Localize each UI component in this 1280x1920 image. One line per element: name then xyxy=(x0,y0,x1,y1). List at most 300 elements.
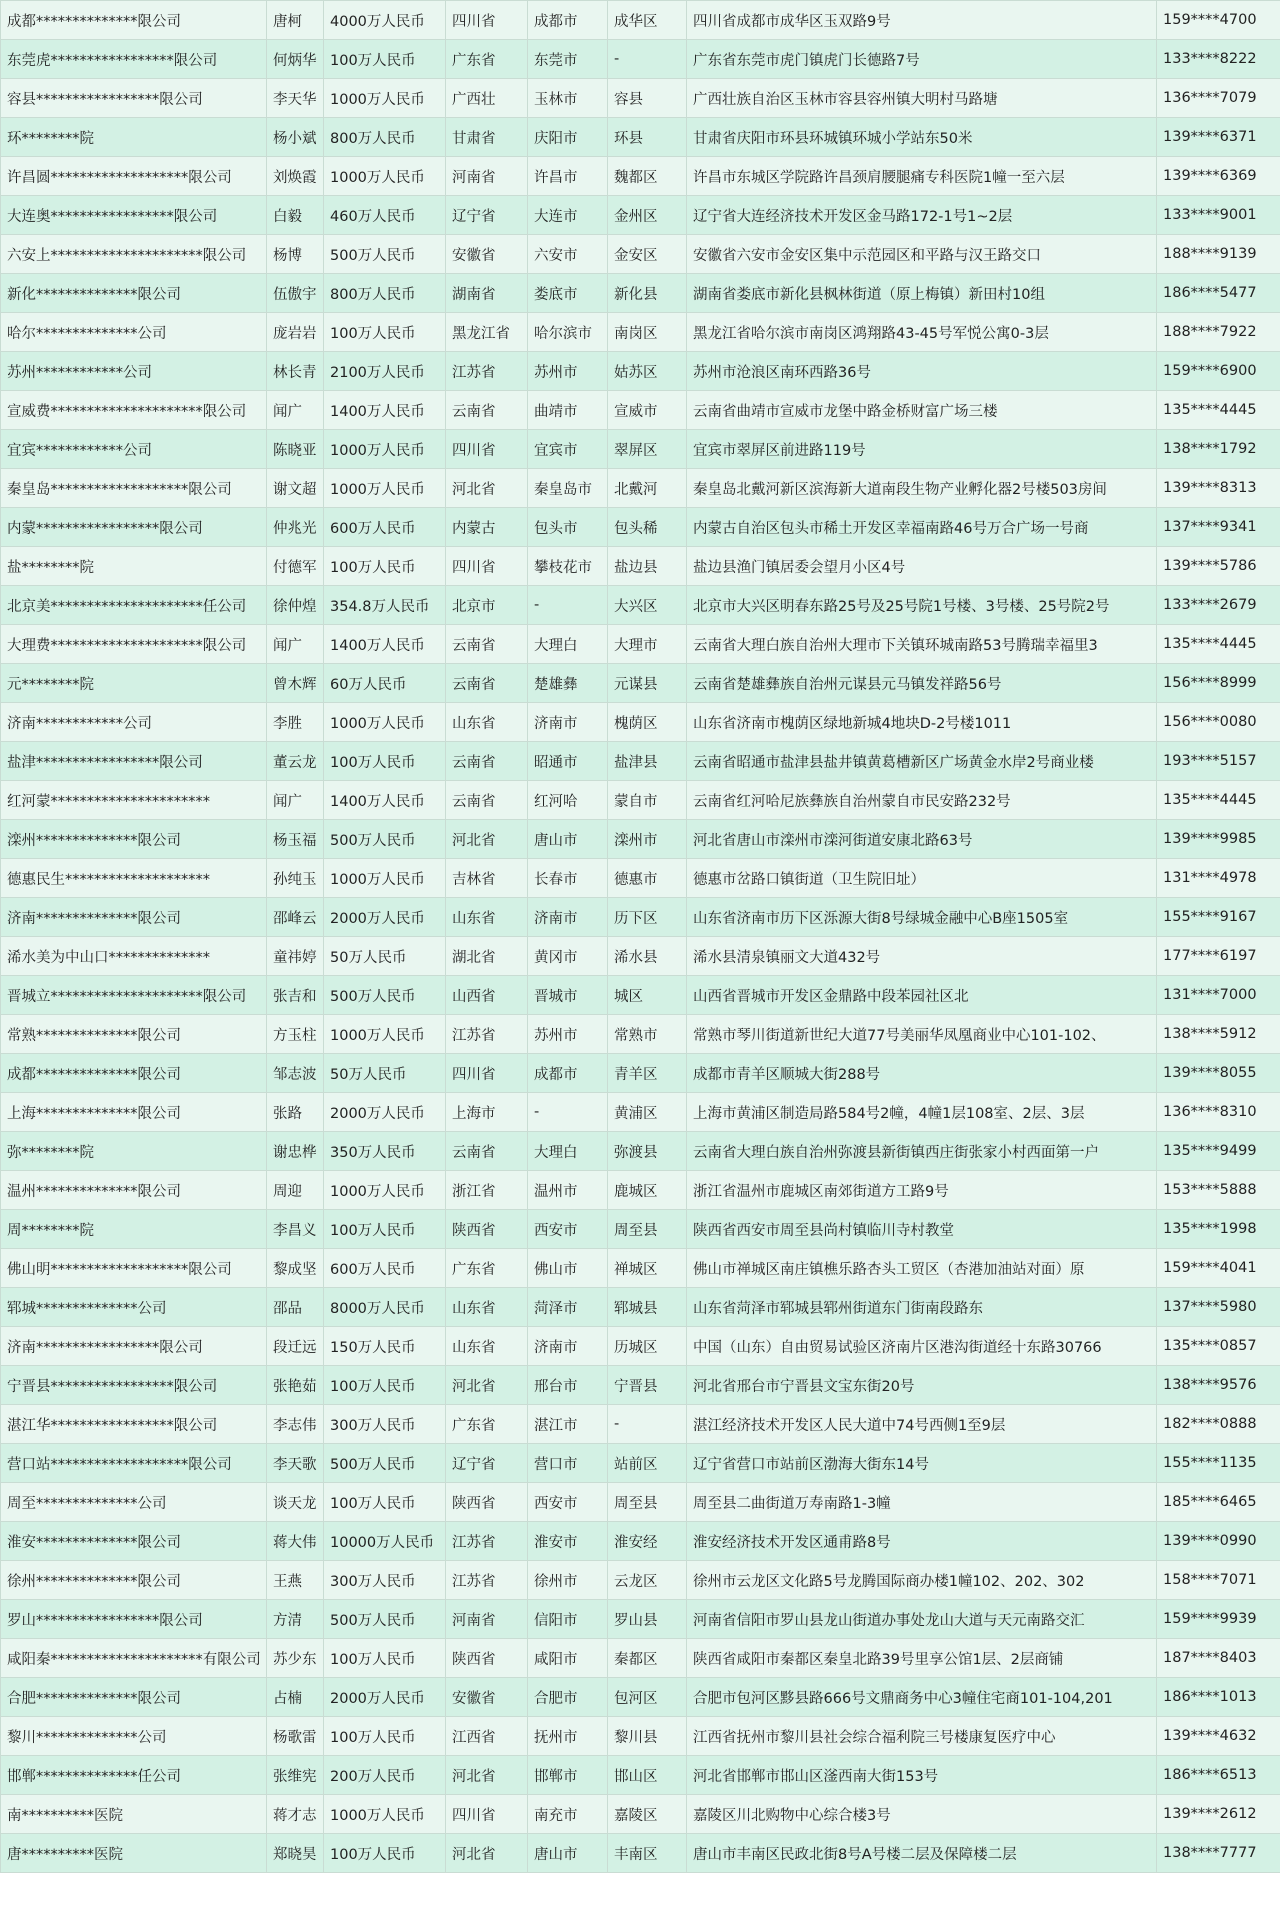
registered-capital-cell: 600万人民币 xyxy=(324,1249,446,1288)
phone-cell: 156****8999 xyxy=(1157,664,1280,703)
province-cell: 广东省 xyxy=(446,1405,528,1444)
company-cell: 合肥**************限公司 xyxy=(1,1678,267,1717)
company-cell: 南**********医院 xyxy=(1,1795,267,1834)
registered-capital-cell: 1000万人民币 xyxy=(324,1795,446,1834)
province-cell: 河南省 xyxy=(446,1600,528,1639)
legal-person-cell: 张维宪 xyxy=(267,1756,324,1795)
company-cell: 常熟**************限公司 xyxy=(1,1015,267,1054)
district-cell: 周至县 xyxy=(608,1483,687,1522)
address-cell: 淮安经济技术开发区通甫路8号 xyxy=(687,1522,1157,1561)
city-cell: 唐山市 xyxy=(528,820,608,859)
district-cell: 环县 xyxy=(608,118,687,157)
city-cell: 曲靖市 xyxy=(528,391,608,430)
city-cell: 南充市 xyxy=(528,1795,608,1834)
phone-cell: 158****7071 xyxy=(1157,1561,1280,1600)
table-row xyxy=(1,1093,1280,1132)
city-cell: 秦皇岛市 xyxy=(528,469,608,508)
legal-person-cell: 邵品 xyxy=(267,1288,324,1327)
city-cell: 大连市 xyxy=(528,196,608,235)
company-cell: 大理费*********************限公司 xyxy=(1,625,267,664)
address-cell: 广东省东莞市虎门镇虎门长德路7号 xyxy=(687,40,1157,79)
province-cell: 山东省 xyxy=(446,1327,528,1366)
legal-person-cell: 陈晓亚 xyxy=(267,430,324,469)
district-cell: 成华区 xyxy=(608,1,687,40)
company-cell: 北京美*********************任公司 xyxy=(1,586,267,625)
phone-cell: 187****8403 xyxy=(1157,1639,1280,1678)
address-cell: 河北省邢台市宁晋县文宝东街20号 xyxy=(687,1366,1157,1405)
company-cell: 营口站*******************限公司 xyxy=(1,1444,267,1483)
table-row xyxy=(1,430,1280,469)
registered-capital-cell: 100万人民币 xyxy=(324,40,446,79)
city-cell: 菏泽市 xyxy=(528,1288,608,1327)
province-cell: 安徽省 xyxy=(446,1678,528,1717)
table-row xyxy=(1,352,1280,391)
province-cell: 江苏省 xyxy=(446,1015,528,1054)
registered-capital-cell: 1000万人民币 xyxy=(324,1015,446,1054)
phone-cell: 133****9001 xyxy=(1157,196,1280,235)
address-cell: 辽宁省大连经济技术开发区金马路172-1号1~2层 xyxy=(687,196,1157,235)
province-cell: 云南省 xyxy=(446,742,528,781)
company-cell: 新化**************限公司 xyxy=(1,274,267,313)
city-cell: 许昌市 xyxy=(528,157,608,196)
district-cell: 盐津县 xyxy=(608,742,687,781)
district-cell: 大理市 xyxy=(608,625,687,664)
registered-capital-cell: 200万人民币 xyxy=(324,1756,446,1795)
province-cell: 云南省 xyxy=(446,781,528,820)
district-cell: 淮安经 xyxy=(608,1522,687,1561)
company-cell: 邯郸**************任公司 xyxy=(1,1756,267,1795)
company-cell: 济南**************限公司 xyxy=(1,898,267,937)
phone-cell: 186****6513 xyxy=(1157,1756,1280,1795)
legal-person-cell: 邵峰云 xyxy=(267,898,324,937)
table-row xyxy=(1,1678,1280,1717)
province-cell: 山东省 xyxy=(446,703,528,742)
table-row xyxy=(1,1639,1280,1678)
district-cell: 滦州市 xyxy=(608,820,687,859)
city-cell: 佛山市 xyxy=(528,1249,608,1288)
company-cell: 郓城**************公司 xyxy=(1,1288,267,1327)
company-cell: 红河蒙********************** xyxy=(1,781,267,820)
district-cell: 包头稀 xyxy=(608,508,687,547)
address-cell: 唐山市丰南区民政北街8号A号楼二层及保障楼二层 xyxy=(687,1834,1157,1873)
registered-capital-cell: 50万人民币 xyxy=(324,937,446,976)
address-cell: 辽宁省营口市站前区渤海大街东14号 xyxy=(687,1444,1157,1483)
registered-capital-cell: 100万人民币 xyxy=(324,1834,446,1873)
city-cell: 营口市 xyxy=(528,1444,608,1483)
city-cell: 邢台市 xyxy=(528,1366,608,1405)
province-cell: 河北省 xyxy=(446,1756,528,1795)
table-row xyxy=(1,937,1280,976)
address-cell: 云南省大理白族自治州弥渡县新街镇西庄街张家小村西面第一户 xyxy=(687,1132,1157,1171)
phone-cell: 135****0857 xyxy=(1157,1327,1280,1366)
company-cell: 济南************公司 xyxy=(1,703,267,742)
address-cell: 盐边县渔门镇居委会望月小区4号 xyxy=(687,547,1157,586)
legal-person-cell: 孙纯玉 xyxy=(267,859,324,898)
province-cell: 山东省 xyxy=(446,898,528,937)
province-cell: 辽宁省 xyxy=(446,196,528,235)
province-cell: 湖北省 xyxy=(446,937,528,976)
city-cell: 信阳市 xyxy=(528,1600,608,1639)
district-cell: 蒙自市 xyxy=(608,781,687,820)
province-cell: 广东省 xyxy=(446,40,528,79)
company-cell: 苏州************公司 xyxy=(1,352,267,391)
company-cell: 六安上*********************限公司 xyxy=(1,235,267,274)
registered-capital-cell: 500万人民币 xyxy=(324,1444,446,1483)
district-cell: 郓城县 xyxy=(608,1288,687,1327)
company-cell: 唐**********医院 xyxy=(1,1834,267,1873)
registered-capital-cell: 800万人民币 xyxy=(324,274,446,313)
legal-person-cell: 周迎 xyxy=(267,1171,324,1210)
city-cell: 玉林市 xyxy=(528,79,608,118)
district-cell: 金安区 xyxy=(608,235,687,274)
address-cell: 浙江省温州市鹿城区南郊街道方工路9号 xyxy=(687,1171,1157,1210)
province-cell: 云南省 xyxy=(446,664,528,703)
province-cell: 陕西省 xyxy=(446,1483,528,1522)
district-cell: 魏都区 xyxy=(608,157,687,196)
legal-person-cell: 白毅 xyxy=(267,196,324,235)
city-cell: 宜宾市 xyxy=(528,430,608,469)
table-row xyxy=(1,859,1280,898)
phone-cell: 135****4445 xyxy=(1157,391,1280,430)
table-row xyxy=(1,1054,1280,1093)
registered-capital-cell: 500万人民币 xyxy=(324,235,446,274)
table-row xyxy=(1,1405,1280,1444)
address-cell: 云南省大理白族自治州大理市下关镇环城南路53号腾瑞幸福里3 xyxy=(687,625,1157,664)
company-cell: 咸阳秦*********************有限公司 xyxy=(1,1639,267,1678)
legal-person-cell: 闻广 xyxy=(267,625,324,664)
address-cell: 内蒙古自治区包头市稀土开发区幸福南路46号万合广场一号商 xyxy=(687,508,1157,547)
phone-cell: 135****4445 xyxy=(1157,625,1280,664)
registered-capital-cell: 1400万人民币 xyxy=(324,781,446,820)
address-cell: 佛山市禅城区南庄镇樵乐路杏头工贸区（杏港加油站对面）原 xyxy=(687,1249,1157,1288)
address-cell: 德惠市岔路口镇街道（卫生院旧址） xyxy=(687,859,1157,898)
phone-cell: 131****7000 xyxy=(1157,976,1280,1015)
district-cell: 鹿城区 xyxy=(608,1171,687,1210)
phone-cell: 138****7777 xyxy=(1157,1834,1280,1873)
registered-capital-cell: 2000万人民币 xyxy=(324,1678,446,1717)
city-cell: - xyxy=(528,1093,608,1132)
table-row xyxy=(1,235,1280,274)
registered-capital-cell: 460万人民币 xyxy=(324,196,446,235)
registered-capital-cell: 1000万人民币 xyxy=(324,79,446,118)
registered-capital-cell: 100万人民币 xyxy=(324,1483,446,1522)
phone-cell: 186****5477 xyxy=(1157,274,1280,313)
company-cell: 容县*****************限公司 xyxy=(1,79,267,118)
city-cell: 成都市 xyxy=(528,1,608,40)
company-cell: 哈尔**************公司 xyxy=(1,313,267,352)
district-cell: 丰南区 xyxy=(608,1834,687,1873)
legal-person-cell: 闻广 xyxy=(267,391,324,430)
legal-person-cell: 刘焕霞 xyxy=(267,157,324,196)
address-cell: 陕西省西安市周至县尚村镇临川寺村教堂 xyxy=(687,1210,1157,1249)
registered-capital-cell: 100万人民币 xyxy=(324,742,446,781)
legal-person-cell: 李志伟 xyxy=(267,1405,324,1444)
district-cell: 历下区 xyxy=(608,898,687,937)
district-cell: 大兴区 xyxy=(608,586,687,625)
district-cell: 浠水县 xyxy=(608,937,687,976)
city-cell: 济南市 xyxy=(528,1327,608,1366)
table-row xyxy=(1,1327,1280,1366)
address-cell: 河北省唐山市滦州市滦河街道安康北路63号 xyxy=(687,820,1157,859)
table-row xyxy=(1,118,1280,157)
company-cell: 德惠民生******************** xyxy=(1,859,267,898)
address-cell: 常熟市琴川街道新世纪大道77号美丽华凤凰商业中心101-102、 xyxy=(687,1015,1157,1054)
registered-capital-cell: 500万人民币 xyxy=(324,976,446,1015)
district-cell: 黄浦区 xyxy=(608,1093,687,1132)
table-row xyxy=(1,1483,1280,1522)
phone-cell: 159****9939 xyxy=(1157,1600,1280,1639)
legal-person-cell: 谢忠桦 xyxy=(267,1132,324,1171)
address-cell: 许昌市东城区学院路许昌颈肩腰腿痛专科医院1幢一至六层 xyxy=(687,157,1157,196)
company-cell: 盐********院 xyxy=(1,547,267,586)
registered-capital-cell: 2100万人民币 xyxy=(324,352,446,391)
city-cell: 楚雄彝 xyxy=(528,664,608,703)
registered-capital-cell: 1000万人民币 xyxy=(324,859,446,898)
table-row xyxy=(1,820,1280,859)
address-cell: 湛江经济技术开发区人民大道中74号西侧1至9层 xyxy=(687,1405,1157,1444)
table-row xyxy=(1,1366,1280,1405)
records-body xyxy=(1,1,1280,1873)
city-cell: 包头市 xyxy=(528,508,608,547)
company-cell: 秦皇岛*******************限公司 xyxy=(1,469,267,508)
district-cell: 新化县 xyxy=(608,274,687,313)
address-cell: 河南省信阳市罗山县龙山街道办事处龙山大道与天元南路交汇 xyxy=(687,1600,1157,1639)
company-cell: 许昌圆*******************限公司 xyxy=(1,157,267,196)
province-cell: 山西省 xyxy=(446,976,528,1015)
district-cell: 禅城区 xyxy=(608,1249,687,1288)
table-row xyxy=(1,586,1280,625)
district-cell: 宣威市 xyxy=(608,391,687,430)
table-row xyxy=(1,1444,1280,1483)
legal-person-cell: 郑晓昊 xyxy=(267,1834,324,1873)
legal-person-cell: 杨博 xyxy=(267,235,324,274)
province-cell: 河北省 xyxy=(446,820,528,859)
province-cell: 河北省 xyxy=(446,1366,528,1405)
table-row xyxy=(1,898,1280,937)
city-cell: 济南市 xyxy=(528,703,608,742)
company-cell: 晋城立*********************限公司 xyxy=(1,976,267,1015)
legal-person-cell: 闻广 xyxy=(267,781,324,820)
company-cell: 佛山明*******************限公司 xyxy=(1,1249,267,1288)
legal-person-cell: 张路 xyxy=(267,1093,324,1132)
legal-person-cell: 王燕 xyxy=(267,1561,324,1600)
phone-cell: 136****8310 xyxy=(1157,1093,1280,1132)
province-cell: 江苏省 xyxy=(446,352,528,391)
legal-person-cell: 张吉和 xyxy=(267,976,324,1015)
province-cell: 江苏省 xyxy=(446,1522,528,1561)
registered-capital-cell: 354.8万人民币 xyxy=(324,586,446,625)
registered-capital-cell: 100万人民币 xyxy=(324,1366,446,1405)
phone-cell: 139****9985 xyxy=(1157,820,1280,859)
province-cell: 黑龙江省 xyxy=(446,313,528,352)
registered-capital-cell: 300万人民币 xyxy=(324,1561,446,1600)
table-row xyxy=(1,1288,1280,1327)
registered-capital-cell: 1000万人民币 xyxy=(324,469,446,508)
legal-person-cell: 黎成坚 xyxy=(267,1249,324,1288)
address-cell: 河北省邯郸市邯山区滏西南大街153号 xyxy=(687,1756,1157,1795)
company-cell: 成都**************限公司 xyxy=(1,1054,267,1093)
city-cell: 徐州市 xyxy=(528,1561,608,1600)
table-row xyxy=(1,79,1280,118)
city-cell: 哈尔滨市 xyxy=(528,313,608,352)
company-cell: 周********院 xyxy=(1,1210,267,1249)
legal-person-cell: 蒋大伟 xyxy=(267,1522,324,1561)
registered-capital-cell: 500万人民币 xyxy=(324,820,446,859)
province-cell: 河南省 xyxy=(446,157,528,196)
legal-person-cell: 付德军 xyxy=(267,547,324,586)
legal-person-cell: 徐仲煌 xyxy=(267,586,324,625)
legal-person-cell: 方清 xyxy=(267,1600,324,1639)
legal-person-cell: 杨歌雷 xyxy=(267,1717,324,1756)
district-cell: 青羊区 xyxy=(608,1054,687,1093)
phone-cell: 131****4978 xyxy=(1157,859,1280,898)
company-cell: 周至**************公司 xyxy=(1,1483,267,1522)
city-cell: 温州市 xyxy=(528,1171,608,1210)
table-row xyxy=(1,703,1280,742)
city-cell: 长春市 xyxy=(528,859,608,898)
legal-person-cell: 苏少东 xyxy=(267,1639,324,1678)
phone-cell: 155****9167 xyxy=(1157,898,1280,937)
legal-person-cell: 李昌义 xyxy=(267,1210,324,1249)
table-row xyxy=(1,274,1280,313)
phone-cell: 137****9341 xyxy=(1157,508,1280,547)
table-row xyxy=(1,469,1280,508)
province-cell: 广西壮 xyxy=(446,79,528,118)
table-row xyxy=(1,781,1280,820)
district-cell: 黎川县 xyxy=(608,1717,687,1756)
legal-person-cell: 曾木辉 xyxy=(267,664,324,703)
province-cell: 云南省 xyxy=(446,625,528,664)
district-cell: 宁晋县 xyxy=(608,1366,687,1405)
city-cell: 苏州市 xyxy=(528,352,608,391)
registered-capital-cell: 150万人民币 xyxy=(324,1327,446,1366)
district-cell: 邯山区 xyxy=(608,1756,687,1795)
phone-cell: 137****5980 xyxy=(1157,1288,1280,1327)
address-cell: 浠水县清泉镇丽文大道432号 xyxy=(687,937,1157,976)
table-row xyxy=(1,1834,1280,1873)
address-cell: 云南省曲靖市宣威市龙堡中路金桥财富广场三楼 xyxy=(687,391,1157,430)
company-cell: 盐津*****************限公司 xyxy=(1,742,267,781)
company-cell: 滦州**************限公司 xyxy=(1,820,267,859)
table-row xyxy=(1,157,1280,196)
phone-cell: 138****9576 xyxy=(1157,1366,1280,1405)
phone-cell: 135****4445 xyxy=(1157,781,1280,820)
registered-capital-cell: 2000万人民币 xyxy=(324,1093,446,1132)
phone-cell: 135****1998 xyxy=(1157,1210,1280,1249)
city-cell: 西安市 xyxy=(528,1210,608,1249)
address-cell: 北京市大兴区明春东路25号及25号院1号楼、3号楼、25号院2号 xyxy=(687,586,1157,625)
province-cell: 四川省 xyxy=(446,1795,528,1834)
province-cell: 甘肃省 xyxy=(446,118,528,157)
district-cell: 站前区 xyxy=(608,1444,687,1483)
table-row xyxy=(1,1171,1280,1210)
district-cell: 德惠市 xyxy=(608,859,687,898)
phone-cell: 136****7079 xyxy=(1157,79,1280,118)
address-cell: 云南省楚雄彝族自治州元谋县元马镇发祥路56号 xyxy=(687,664,1157,703)
registered-capital-cell: 2000万人民币 xyxy=(324,898,446,937)
province-cell: 吉林省 xyxy=(446,859,528,898)
address-cell: 陕西省咸阳市秦都区秦皇北路39号里享公馆1层、2层商铺 xyxy=(687,1639,1157,1678)
district-cell: - xyxy=(608,1405,687,1444)
address-cell: 山西省晋城市开发区金鼎路中段苯园社区北 xyxy=(687,976,1157,1015)
table-row xyxy=(1,976,1280,1015)
company-cell: 东莞虎*****************限公司 xyxy=(1,40,267,79)
phone-cell: 188****9139 xyxy=(1157,235,1280,274)
registered-capital-cell: 1000万人民币 xyxy=(324,157,446,196)
table-row xyxy=(1,1561,1280,1600)
city-cell: 娄底市 xyxy=(528,274,608,313)
province-cell: 陕西省 xyxy=(446,1639,528,1678)
company-cell: 大连奥*****************限公司 xyxy=(1,196,267,235)
address-cell: 湖南省娄底市新化县枫林街道（原上梅镇）新田村10组 xyxy=(687,274,1157,313)
province-cell: 浙江省 xyxy=(446,1171,528,1210)
city-cell: 咸阳市 xyxy=(528,1639,608,1678)
registered-capital-cell: 350万人民币 xyxy=(324,1132,446,1171)
province-cell: 安徽省 xyxy=(446,235,528,274)
district-cell: 常熟市 xyxy=(608,1015,687,1054)
company-cell: 黎川**************公司 xyxy=(1,1717,267,1756)
registered-capital-cell: 10000万人民币 xyxy=(324,1522,446,1561)
phone-cell: 185****6465 xyxy=(1157,1483,1280,1522)
city-cell: 邯郸市 xyxy=(528,1756,608,1795)
address-cell: 苏州市沧浪区南环西路36号 xyxy=(687,352,1157,391)
legal-person-cell: 李胜 xyxy=(267,703,324,742)
province-cell: 北京市 xyxy=(446,586,528,625)
registered-capital-cell: 1000万人民币 xyxy=(324,703,446,742)
district-cell: 包河区 xyxy=(608,1678,687,1717)
province-cell: 山东省 xyxy=(446,1288,528,1327)
table-row xyxy=(1,313,1280,352)
registered-capital-cell: 60万人民币 xyxy=(324,664,446,703)
district-cell: 云龙区 xyxy=(608,1561,687,1600)
province-cell: 四川省 xyxy=(446,1,528,40)
registered-capital-cell: 8000万人民币 xyxy=(324,1288,446,1327)
legal-person-cell: 李天华 xyxy=(267,79,324,118)
table-row xyxy=(1,742,1280,781)
address-cell: 云南省红河哈尼族彝族自治州蒙自市民安路232号 xyxy=(687,781,1157,820)
table-row xyxy=(1,1210,1280,1249)
address-cell: 山东省济南市槐荫区绿地新城4地块D-2号楼1011 xyxy=(687,703,1157,742)
address-cell: 合肥市包河区黟县路666号文鼎商务中心3幢住宅商101-104,201 xyxy=(687,1678,1157,1717)
phone-cell: 159****6900 xyxy=(1157,352,1280,391)
table-row xyxy=(1,664,1280,703)
city-cell: 红河哈 xyxy=(528,781,608,820)
registered-capital-cell: 800万人民币 xyxy=(324,118,446,157)
province-cell: 湖南省 xyxy=(446,274,528,313)
legal-person-cell: 何炳华 xyxy=(267,40,324,79)
address-cell: 成都市青羊区顺城大街288号 xyxy=(687,1054,1157,1093)
city-cell: 晋城市 xyxy=(528,976,608,1015)
phone-cell: 133****8222 xyxy=(1157,40,1280,79)
city-cell: 湛江市 xyxy=(528,1405,608,1444)
district-cell: 金州区 xyxy=(608,196,687,235)
table-row xyxy=(1,508,1280,547)
district-cell: 嘉陵区 xyxy=(608,1795,687,1834)
province-cell: 广东省 xyxy=(446,1249,528,1288)
province-cell: 陕西省 xyxy=(446,1210,528,1249)
legal-person-cell: 张艳茹 xyxy=(267,1366,324,1405)
legal-person-cell: 邹志波 xyxy=(267,1054,324,1093)
table-row xyxy=(1,1015,1280,1054)
city-cell: - xyxy=(528,586,608,625)
address-cell: 中国（山东）自由贸易试验区济南片区港沟街道经十东路30766 xyxy=(687,1327,1157,1366)
address-cell: 广西壮族自治区玉林市容县容州镇大明村马路塘 xyxy=(687,79,1157,118)
legal-person-cell: 段迁远 xyxy=(267,1327,324,1366)
registered-capital-cell: 300万人民币 xyxy=(324,1405,446,1444)
district-cell: - xyxy=(608,40,687,79)
registered-capital-cell: 100万人民币 xyxy=(324,1717,446,1756)
phone-cell: 193****5157 xyxy=(1157,742,1280,781)
